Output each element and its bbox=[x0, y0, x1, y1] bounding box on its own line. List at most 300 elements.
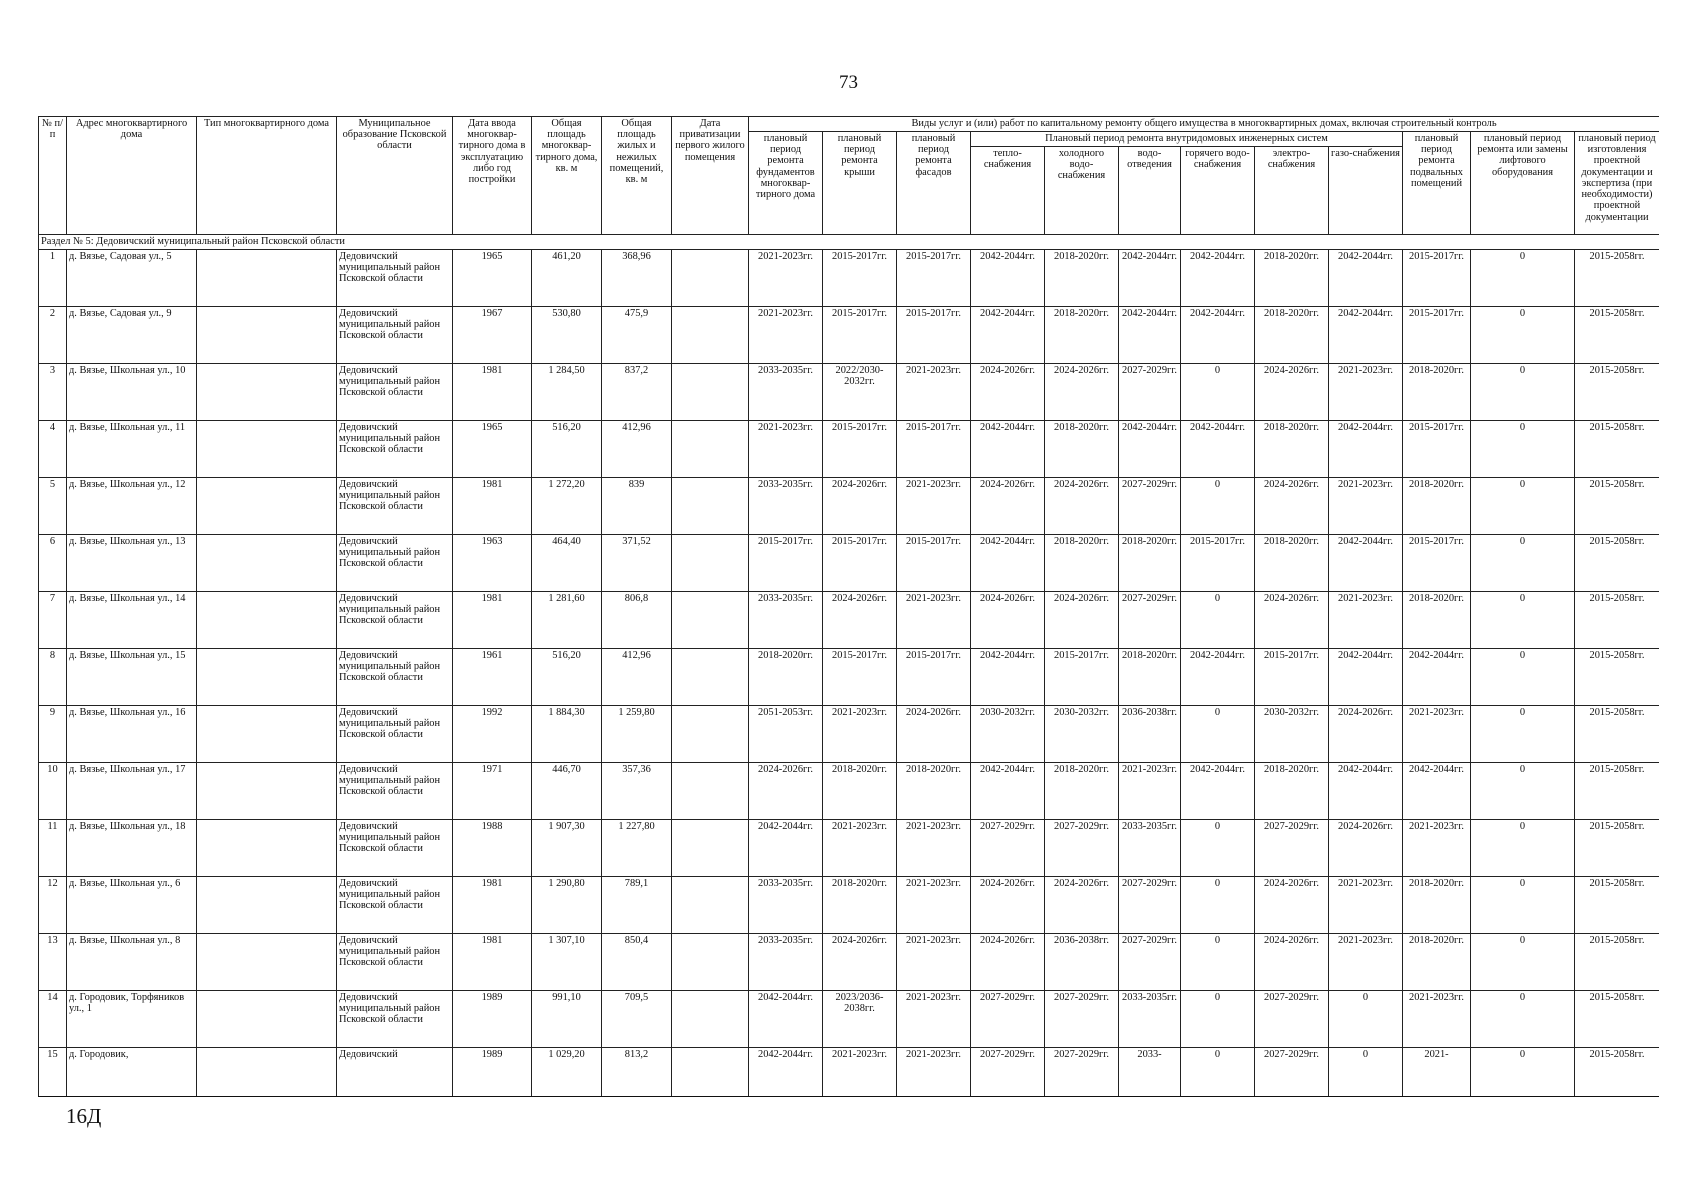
cell-drainage: 2042-2044гг. bbox=[1119, 307, 1181, 364]
table-row bbox=[39, 535, 1660, 592]
cell-privatization bbox=[672, 820, 749, 877]
cell-total-area: 1 272,20 bbox=[532, 478, 602, 535]
cell-basement: 2021-2023гг. bbox=[1403, 991, 1471, 1048]
cell-type bbox=[197, 307, 337, 364]
cell-living-area: 371,52 bbox=[602, 535, 672, 592]
section-row bbox=[39, 235, 1660, 250]
cell-basement: 2015-2017гг. bbox=[1403, 535, 1471, 592]
cell-living-area: 357,36 bbox=[602, 763, 672, 820]
cell-hot-water: 0 bbox=[1181, 364, 1255, 421]
cell-drainage: 2033-2035гг. bbox=[1119, 820, 1181, 877]
cell-foundation: 2018-2020гг. bbox=[749, 649, 823, 706]
cell-roof: 2021-2023гг. bbox=[823, 820, 897, 877]
header-commission-date: Дата ввода многоквар-тирного дома в эксплуатацию либо год постройки bbox=[453, 117, 532, 235]
header-total-area: Общая площадь многоквар-тирного дома, кв. м bbox=[532, 117, 602, 235]
cell-facade: 2021-2023гг. bbox=[897, 877, 971, 934]
cell-design: 2015-2058гг. bbox=[1575, 820, 1660, 877]
cell-basement: 2042-2044гг. bbox=[1403, 763, 1471, 820]
cell-total-area: 516,20 bbox=[532, 649, 602, 706]
cell-facade: 2021-2023гг. bbox=[897, 592, 971, 649]
cell-design: 2015-2058гг. bbox=[1575, 934, 1660, 991]
cell-municipality: Дедовичский муниципальный район Псковской области bbox=[337, 991, 453, 1048]
cell-design: 2015-2058гг. bbox=[1575, 364, 1660, 421]
cell-num: 3 bbox=[39, 364, 67, 421]
cell-year: 1989 bbox=[453, 1048, 532, 1098]
cell-total-area: 461,20 bbox=[532, 250, 602, 307]
cell-basement: 2021- bbox=[1403, 1048, 1471, 1098]
cell-heat: 2027-2029гг. bbox=[971, 991, 1045, 1048]
cell-gas: 2021-2023гг. bbox=[1329, 934, 1403, 991]
cell-design: 2015-2058гг. bbox=[1575, 592, 1660, 649]
cell-elevator: 0 bbox=[1471, 364, 1575, 421]
cell-num: 14 bbox=[39, 991, 67, 1048]
cell-cold-water: 2030-2032гг. bbox=[1045, 706, 1119, 763]
cell-address: д. Вязье, Садовая ул., 9 bbox=[67, 307, 197, 364]
cell-facade: 2015-2017гг. bbox=[897, 649, 971, 706]
repair-schedule-table-container bbox=[38, 116, 1659, 1097]
table-row bbox=[39, 649, 1660, 706]
cell-design: 2015-2058гг. bbox=[1575, 649, 1660, 706]
cell-cold-water: 2024-2026гг. bbox=[1045, 364, 1119, 421]
cell-year: 1981 bbox=[453, 592, 532, 649]
cell-design: 2015-2058гг. bbox=[1575, 478, 1660, 535]
cell-type bbox=[197, 478, 337, 535]
cell-electric: 2024-2026гг. bbox=[1255, 364, 1329, 421]
cell-hot-water: 0 bbox=[1181, 478, 1255, 535]
cell-roof: 2018-2020гг. bbox=[823, 877, 897, 934]
cell-cold-water: 2018-2020гг. bbox=[1045, 763, 1119, 820]
header-elevator: плановый период ремонта или замены лифтового оборудования bbox=[1471, 132, 1575, 235]
cell-basement: 2015-2017гг. bbox=[1403, 421, 1471, 478]
cell-foundation: 2042-2044гг. bbox=[749, 820, 823, 877]
cell-total-area: 530,80 bbox=[532, 307, 602, 364]
cell-gas: 2021-2023гг. bbox=[1329, 592, 1403, 649]
cell-electric: 2027-2029гг. bbox=[1255, 820, 1329, 877]
cell-basement: 2018-2020гг. bbox=[1403, 478, 1471, 535]
cell-heat: 2024-2026гг. bbox=[971, 592, 1045, 649]
cell-foundation: 2033-2035гг. bbox=[749, 592, 823, 649]
cell-cold-water: 2015-2017гг. bbox=[1045, 649, 1119, 706]
cell-drainage: 2021-2023гг. bbox=[1119, 763, 1181, 820]
table-row bbox=[39, 421, 1660, 478]
cell-privatization bbox=[672, 364, 749, 421]
cell-living-area: 813,2 bbox=[602, 1048, 672, 1098]
header-num: № п/п bbox=[39, 117, 67, 235]
cell-electric: 2024-2026гг. bbox=[1255, 877, 1329, 934]
cell-living-area: 850,4 bbox=[602, 934, 672, 991]
cell-address: д. Вязье, Школьная ул., 10 bbox=[67, 364, 197, 421]
cell-municipality: Дедовичский муниципальный район Псковской области bbox=[337, 421, 453, 478]
cell-hot-water: 2042-2044гг. bbox=[1181, 763, 1255, 820]
cell-cold-water: 2027-2029гг. bbox=[1045, 991, 1119, 1048]
cell-privatization bbox=[672, 649, 749, 706]
cell-gas: 2042-2044гг. bbox=[1329, 535, 1403, 592]
cell-total-area: 1 884,30 bbox=[532, 706, 602, 763]
cell-total-area: 1 907,30 bbox=[532, 820, 602, 877]
cell-privatization bbox=[672, 307, 749, 364]
cell-hot-water: 2042-2044гг. bbox=[1181, 421, 1255, 478]
cell-gas: 2021-2023гг. bbox=[1329, 364, 1403, 421]
cell-year: 1963 bbox=[453, 535, 532, 592]
cell-address: д. Вязье, Школьная ул., 15 bbox=[67, 649, 197, 706]
cell-drainage: 2018-2020гг. bbox=[1119, 535, 1181, 592]
cell-electric: 2018-2020гг. bbox=[1255, 421, 1329, 478]
cell-gas: 2021-2023гг. bbox=[1329, 877, 1403, 934]
cell-facade: 2024-2026гг. bbox=[897, 706, 971, 763]
cell-privatization bbox=[672, 592, 749, 649]
cell-facade: 2021-2023гг. bbox=[897, 364, 971, 421]
cell-type bbox=[197, 877, 337, 934]
table-body bbox=[39, 235, 1660, 1098]
cell-design: 2015-2058гг. bbox=[1575, 877, 1660, 934]
cell-hot-water: 0 bbox=[1181, 706, 1255, 763]
cell-living-area: 475,9 bbox=[602, 307, 672, 364]
cell-facade: 2021-2023гг. bbox=[897, 820, 971, 877]
cell-roof: 2022/2030-2032гг. bbox=[823, 364, 897, 421]
cell-facade: 2021-2023гг. bbox=[897, 934, 971, 991]
cell-num: 13 bbox=[39, 934, 67, 991]
cell-gas: 2024-2026гг. bbox=[1329, 820, 1403, 877]
cell-drainage: 2033-2035гг. bbox=[1119, 991, 1181, 1048]
cell-heat: 2024-2026гг. bbox=[971, 877, 1045, 934]
cell-cold-water: 2024-2026гг. bbox=[1045, 592, 1119, 649]
cell-drainage: 2042-2044гг. bbox=[1119, 421, 1181, 478]
cell-year: 1981 bbox=[453, 934, 532, 991]
cell-num: 1 bbox=[39, 250, 67, 307]
cell-address: д. Вязье, Школьная ул., 16 bbox=[67, 706, 197, 763]
cell-basement: 2015-2017гг. bbox=[1403, 250, 1471, 307]
table-row bbox=[39, 763, 1660, 820]
cell-total-area: 1 290,80 bbox=[532, 877, 602, 934]
cell-cold-water: 2027-2029гг. bbox=[1045, 820, 1119, 877]
cell-living-area: 806,8 bbox=[602, 592, 672, 649]
cell-year: 1988 bbox=[453, 820, 532, 877]
table-row bbox=[39, 1048, 1660, 1098]
cell-roof: 2015-2017гг. bbox=[823, 307, 897, 364]
cell-municipality: Дедовичский муниципальный район Псковской области bbox=[337, 250, 453, 307]
cell-facade: 2015-2017гг. bbox=[897, 250, 971, 307]
cell-foundation: 2033-2035гг. bbox=[749, 364, 823, 421]
cell-foundation: 2033-2035гг. bbox=[749, 877, 823, 934]
cell-roof: 2024-2026гг. bbox=[823, 478, 897, 535]
cell-municipality: Дедовичский муниципальный район Псковской области bbox=[337, 307, 453, 364]
cell-cold-water: 2024-2026гг. bbox=[1045, 478, 1119, 535]
cell-foundation: 2021-2023гг. bbox=[749, 250, 823, 307]
cell-gas: 2042-2044гг. bbox=[1329, 250, 1403, 307]
header-electric: электро-снабжения bbox=[1255, 147, 1329, 235]
cell-electric: 2018-2020гг. bbox=[1255, 250, 1329, 307]
table-row bbox=[39, 820, 1660, 877]
cell-hot-water: 0 bbox=[1181, 877, 1255, 934]
cell-gas: 0 bbox=[1329, 1048, 1403, 1098]
cell-foundation: 2021-2023гг. bbox=[749, 421, 823, 478]
cell-year: 1981 bbox=[453, 478, 532, 535]
header-municipality: Муниципальное образование Псковской области bbox=[337, 117, 453, 235]
cell-elevator: 0 bbox=[1471, 592, 1575, 649]
cell-cold-water: 2024-2026гг. bbox=[1045, 877, 1119, 934]
cell-roof: 2024-2026гг. bbox=[823, 934, 897, 991]
cell-address: д. Вязье, Школьная ул., 18 bbox=[67, 820, 197, 877]
cell-design: 2015-2058гг. bbox=[1575, 307, 1660, 364]
cell-facade: 2015-2017гг. bbox=[897, 535, 971, 592]
header-foundation: плановый период ремонта фундаментов многоквар-тирного дома bbox=[749, 132, 823, 235]
header-design: плановый период изготовления проектной документации и экспертиза (при необходимости) проектной документации bbox=[1575, 132, 1660, 235]
cell-drainage: 2027-2029гг. bbox=[1119, 877, 1181, 934]
table-row bbox=[39, 478, 1660, 535]
cell-year: 1992 bbox=[453, 706, 532, 763]
cell-municipality: Дедовичский муниципальный район Псковской области bbox=[337, 763, 453, 820]
cell-privatization bbox=[672, 421, 749, 478]
header-privatization-date: Дата приватизации первого жилого помещения bbox=[672, 117, 749, 235]
cell-facade: 2015-2017гг. bbox=[897, 421, 971, 478]
cell-elevator: 0 bbox=[1471, 820, 1575, 877]
cell-municipality: Дедовичский муниципальный район Псковской области bbox=[337, 649, 453, 706]
cell-address: д. Вязье, Садовая ул., 5 bbox=[67, 250, 197, 307]
cell-year: 1981 bbox=[453, 364, 532, 421]
cell-roof: 2015-2017гг. bbox=[823, 421, 897, 478]
cell-address: д. Городовик, bbox=[67, 1048, 197, 1098]
cell-municipality: Дедовичский муниципальный район Псковской области bbox=[337, 592, 453, 649]
cell-roof: 2024-2026гг. bbox=[823, 592, 897, 649]
cell-heat: 2042-2044гг. bbox=[971, 307, 1045, 364]
cell-type bbox=[197, 592, 337, 649]
cell-year: 1989 bbox=[453, 991, 532, 1048]
cell-address: д. Городовик, Торфяников ул., 1 bbox=[67, 991, 197, 1048]
cell-municipality: Дедовичский муниципальный район Псковской области bbox=[337, 364, 453, 421]
cell-privatization bbox=[672, 763, 749, 820]
cell-drainage: 2027-2029гг. bbox=[1119, 934, 1181, 991]
header-cold-water: холодного водо-снабжения bbox=[1045, 147, 1119, 235]
cell-design: 2015-2058гг. bbox=[1575, 991, 1660, 1048]
cell-heat: 2042-2044гг. bbox=[971, 649, 1045, 706]
cell-num: 15 bbox=[39, 1048, 67, 1098]
cell-privatization bbox=[672, 478, 749, 535]
table-row bbox=[39, 592, 1660, 649]
cell-basement: 2018-2020гг. bbox=[1403, 364, 1471, 421]
cell-drainage: 2018-2020гг. bbox=[1119, 649, 1181, 706]
repair-schedule-table bbox=[38, 116, 1659, 1097]
cell-roof: 2018-2020гг. bbox=[823, 763, 897, 820]
cell-type bbox=[197, 706, 337, 763]
cell-design: 2015-2058гг. bbox=[1575, 250, 1660, 307]
header-facade: плановый период ремонта фасадов bbox=[897, 132, 971, 235]
cell-privatization bbox=[672, 877, 749, 934]
cell-roof: 2021-2023гг. bbox=[823, 1048, 897, 1098]
cell-elevator: 0 bbox=[1471, 706, 1575, 763]
cell-roof: 2015-2017гг. bbox=[823, 250, 897, 307]
cell-num: 12 bbox=[39, 877, 67, 934]
cell-elevator: 0 bbox=[1471, 478, 1575, 535]
cell-heat: 2027-2029гг. bbox=[971, 1048, 1045, 1098]
cell-municipality: Дедовичский bbox=[337, 1048, 453, 1098]
cell-elevator: 0 bbox=[1471, 307, 1575, 364]
cell-facade: 2018-2020гг. bbox=[897, 763, 971, 820]
cell-roof: 2015-2017гг. bbox=[823, 649, 897, 706]
cell-basement: 2018-2020гг. bbox=[1403, 592, 1471, 649]
cell-cold-water: 2018-2020гг. bbox=[1045, 421, 1119, 478]
cell-basement: 2042-2044гг. bbox=[1403, 649, 1471, 706]
cell-drainage: 2027-2029гг. bbox=[1119, 478, 1181, 535]
cell-privatization bbox=[672, 250, 749, 307]
cell-living-area: 1 259,80 bbox=[602, 706, 672, 763]
cell-num: 6 bbox=[39, 535, 67, 592]
cell-total-area: 1 284,50 bbox=[532, 364, 602, 421]
cell-living-area: 789,1 bbox=[602, 877, 672, 934]
cell-year: 1965 bbox=[453, 250, 532, 307]
cell-basement: 2021-2023гг. bbox=[1403, 706, 1471, 763]
cell-foundation: 2042-2044гг. bbox=[749, 991, 823, 1048]
cell-design: 2015-2058гг. bbox=[1575, 535, 1660, 592]
cell-elevator: 0 bbox=[1471, 763, 1575, 820]
cell-hot-water: 2042-2044гг. bbox=[1181, 250, 1255, 307]
cell-gas: 2042-2044гг. bbox=[1329, 649, 1403, 706]
cell-heat: 2027-2029гг. bbox=[971, 820, 1045, 877]
cell-roof: 2023/2036-2038гг. bbox=[823, 991, 897, 1048]
cell-living-area: 709,5 bbox=[602, 991, 672, 1048]
cell-type bbox=[197, 364, 337, 421]
cell-elevator: 0 bbox=[1471, 421, 1575, 478]
cell-electric: 2015-2017гг. bbox=[1255, 649, 1329, 706]
cell-year: 1961 bbox=[453, 649, 532, 706]
header-basement: плановый период ремонта подвальных помещений bbox=[1403, 132, 1471, 235]
cell-total-area: 516,20 bbox=[532, 421, 602, 478]
header-works-group: Виды услуг и (или) работ по капитальному ремонту общего имущества в многоквартирных домах, включая строительный контроль bbox=[749, 117, 1660, 132]
cell-type bbox=[197, 1048, 337, 1098]
cell-cold-water: 2027-2029гг. bbox=[1045, 1048, 1119, 1098]
cell-heat: 2042-2044гг. bbox=[971, 250, 1045, 307]
cell-electric: 2024-2026гг. bbox=[1255, 478, 1329, 535]
cell-facade: 2021-2023гг. bbox=[897, 991, 971, 1048]
cell-heat: 2024-2026гг. bbox=[971, 478, 1045, 535]
cell-elevator: 0 bbox=[1471, 934, 1575, 991]
header-systems-group: Плановый период ремонта внутридомовых инженерных систем bbox=[971, 132, 1403, 147]
header-living-area: Общая площадь жилых и нежилых помещений, кв. м bbox=[602, 117, 672, 235]
cell-living-area: 1 227,80 bbox=[602, 820, 672, 877]
cell-hot-water: 0 bbox=[1181, 820, 1255, 877]
cell-drainage: 2036-2038гг. bbox=[1119, 706, 1181, 763]
cell-heat: 2030-2032гг. bbox=[971, 706, 1045, 763]
cell-hot-water: 0 bbox=[1181, 934, 1255, 991]
cell-foundation: 2033-2035гг. bbox=[749, 934, 823, 991]
cell-type bbox=[197, 649, 337, 706]
cell-address: д. Вязье, Школьная ул., 14 bbox=[67, 592, 197, 649]
header-address: Адрес многоквартирного дома bbox=[67, 117, 197, 235]
cell-year: 1967 bbox=[453, 307, 532, 364]
cell-gas: 0 bbox=[1329, 991, 1403, 1048]
cell-elevator: 0 bbox=[1471, 991, 1575, 1048]
table-row bbox=[39, 706, 1660, 763]
cell-address: д. Вязье, Школьная ул., 11 bbox=[67, 421, 197, 478]
cell-design: 2015-2058гг. bbox=[1575, 763, 1660, 820]
cell-hot-water: 0 bbox=[1181, 592, 1255, 649]
cell-foundation: 2042-2044гг. bbox=[749, 1048, 823, 1098]
cell-privatization bbox=[672, 706, 749, 763]
cell-num: 10 bbox=[39, 763, 67, 820]
cell-basement: 2018-2020гг. bbox=[1403, 877, 1471, 934]
cell-basement: 2018-2020гг. bbox=[1403, 934, 1471, 991]
cell-electric: 2024-2026гг. bbox=[1255, 592, 1329, 649]
cell-gas: 2042-2044гг. bbox=[1329, 307, 1403, 364]
cell-drainage: 2042-2044гг. bbox=[1119, 250, 1181, 307]
cell-roof: 2015-2017гг. bbox=[823, 535, 897, 592]
cell-foundation: 2015-2017гг. bbox=[749, 535, 823, 592]
cell-total-area: 1 281,60 bbox=[532, 592, 602, 649]
cell-year: 1965 bbox=[453, 421, 532, 478]
cell-total-area: 1 307,10 bbox=[532, 934, 602, 991]
cell-num: 11 bbox=[39, 820, 67, 877]
cell-basement: 2015-2017гг. bbox=[1403, 307, 1471, 364]
cell-type bbox=[197, 421, 337, 478]
cell-electric: 2027-2029гг. bbox=[1255, 991, 1329, 1048]
cell-drainage: 2027-2029гг. bbox=[1119, 592, 1181, 649]
cell-hot-water: 2042-2044гг. bbox=[1181, 649, 1255, 706]
cell-drainage: 2027-2029гг. bbox=[1119, 364, 1181, 421]
cell-gas: 2042-2044гг. bbox=[1329, 763, 1403, 820]
cell-privatization bbox=[672, 991, 749, 1048]
cell-living-area: 412,96 bbox=[602, 421, 672, 478]
cell-privatization bbox=[672, 934, 749, 991]
cell-heat: 2024-2026гг. bbox=[971, 934, 1045, 991]
cell-heat: 2042-2044гг. bbox=[971, 763, 1045, 820]
cell-foundation: 2024-2026гг. bbox=[749, 763, 823, 820]
cell-address: д. Вязье, Школьная ул., 6 bbox=[67, 877, 197, 934]
cell-num: 5 bbox=[39, 478, 67, 535]
cell-hot-water: 2042-2044гг. bbox=[1181, 307, 1255, 364]
cell-electric: 2018-2020гг. bbox=[1255, 763, 1329, 820]
cell-gas: 2024-2026гг. bbox=[1329, 706, 1403, 763]
cell-address: д. Вязье, Школьная ул., 12 bbox=[67, 478, 197, 535]
cell-municipality: Дедовичский муниципальный район Псковской области bbox=[337, 820, 453, 877]
table-row bbox=[39, 991, 1660, 1048]
table-row bbox=[39, 307, 1660, 364]
cell-type bbox=[197, 250, 337, 307]
cell-type bbox=[197, 991, 337, 1048]
cell-elevator: 0 bbox=[1471, 877, 1575, 934]
cell-municipality: Дедовичский муниципальный район Псковской области bbox=[337, 934, 453, 991]
section-title: Раздел № 5: Дедовичский муниципальный район Псковской области bbox=[39, 235, 1660, 250]
cell-drainage: 2033- bbox=[1119, 1048, 1181, 1098]
cell-electric: 2024-2026гг. bbox=[1255, 934, 1329, 991]
cell-total-area: 446,70 bbox=[532, 763, 602, 820]
cell-facade: 2015-2017гг. bbox=[897, 307, 971, 364]
cell-cold-water: 2018-2020гг. bbox=[1045, 250, 1119, 307]
cell-cold-water: 2018-2020гг. bbox=[1045, 535, 1119, 592]
table-row bbox=[39, 934, 1660, 991]
cell-municipality: Дедовичский муниципальный район Псковской области bbox=[337, 706, 453, 763]
cell-elevator: 0 bbox=[1471, 1048, 1575, 1098]
cell-total-area: 464,40 bbox=[532, 535, 602, 592]
cell-electric: 2018-2020гг. bbox=[1255, 535, 1329, 592]
footer-code: 16Д bbox=[66, 1104, 102, 1128]
cell-facade: 2021-2023гг. bbox=[897, 1048, 971, 1098]
cell-address: д. Вязье, Школьная ул., 13 bbox=[67, 535, 197, 592]
page-number: 73 bbox=[839, 72, 858, 93]
cell-year: 1981 bbox=[453, 877, 532, 934]
header-roof: плановый период ремонта крыши bbox=[823, 132, 897, 235]
cell-electric: 2027-2029гг. bbox=[1255, 1048, 1329, 1098]
cell-hot-water: 0 bbox=[1181, 991, 1255, 1048]
cell-address: д. Вязье, Школьная ул., 17 bbox=[67, 763, 197, 820]
cell-num: 4 bbox=[39, 421, 67, 478]
cell-elevator: 0 bbox=[1471, 250, 1575, 307]
cell-privatization bbox=[672, 1048, 749, 1098]
cell-living-area: 368,96 bbox=[602, 250, 672, 307]
table-row bbox=[39, 250, 1660, 307]
cell-num: 9 bbox=[39, 706, 67, 763]
cell-municipality: Дедовичский муниципальный район Псковской области bbox=[337, 535, 453, 592]
cell-heat: 2042-2044гг. bbox=[971, 535, 1045, 592]
table-row bbox=[39, 364, 1660, 421]
